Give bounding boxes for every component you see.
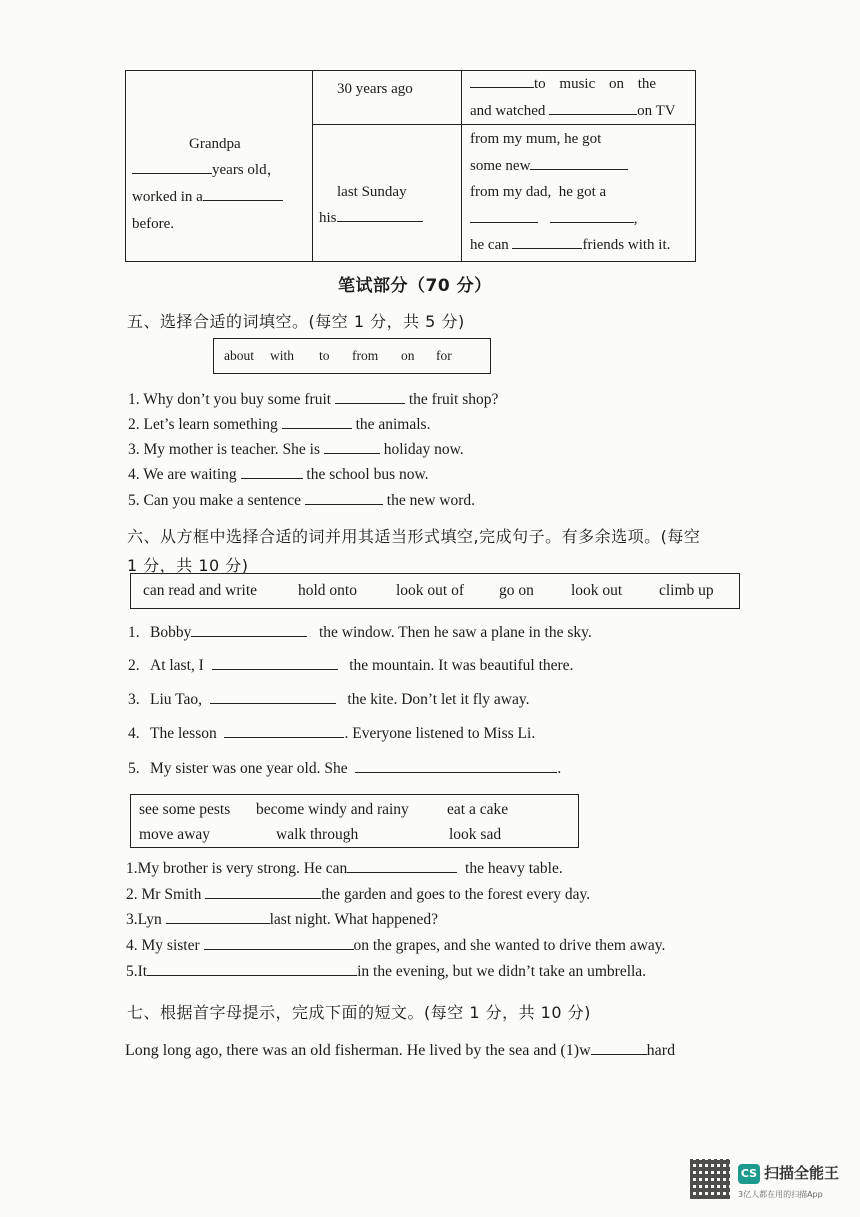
time-cell-1: 30 years ago	[313, 71, 462, 125]
phrase-bank-box-2	[130, 794, 579, 848]
answer-blank[interactable]	[337, 207, 423, 222]
answer-blank[interactable]	[132, 159, 212, 174]
word-option: on	[401, 348, 415, 363]
question: 1.My brother is very strong. He can the heavy table.	[126, 860, 563, 877]
answer-blank[interactable]	[305, 490, 383, 505]
phrase-option: can read and write	[143, 582, 258, 599]
word-option: with	[270, 348, 295, 363]
answer-blank[interactable]	[203, 186, 283, 201]
phrase-option: see some pests	[139, 801, 231, 818]
time-cell-2: last Sunday his	[313, 125, 462, 262]
question: 4. The lesson . Everyone listened to Miss Li.	[128, 725, 536, 742]
answer-blank[interactable]	[212, 655, 338, 670]
section7-title: 七、根据首字母提示，完成下面的短文。(每空 1 分，共 10 分)	[127, 1003, 591, 1022]
answer-blank[interactable]	[591, 1040, 647, 1055]
question: 4. We are waiting the school bus now.	[128, 466, 429, 483]
phrase-bank-box-1	[130, 573, 740, 609]
word-option: from	[352, 348, 379, 363]
word-option: about	[224, 348, 254, 363]
scanner-logo-icon: CS	[738, 1164, 760, 1184]
section6-title-cont: 1 分，共 10 分)	[127, 556, 249, 575]
answer-blank[interactable]	[224, 723, 344, 738]
phrase-option: walk through	[276, 826, 359, 843]
question: 3. Liu Tao, the kite. Don’t let it fly away.	[128, 691, 530, 708]
phrase-option: become windy and rainy	[256, 801, 409, 818]
phrase-option: look out	[571, 582, 623, 599]
phrase-option: climb up	[659, 582, 714, 599]
phrase-option: eat a cake	[447, 801, 509, 818]
answer-blank[interactable]	[324, 439, 380, 454]
question: 3.Lyn last night. What happened?	[126, 911, 439, 928]
activity-cell-2: from my mum, he got some new from my dad, he got a , he can friends with it.	[462, 125, 696, 262]
word-option: for	[436, 348, 452, 363]
question: 2. Let’s learn something the animals.	[128, 416, 431, 433]
answer-blank[interactable]	[191, 622, 307, 637]
answer-blank[interactable]	[355, 758, 557, 773]
answer-blank[interactable]	[210, 689, 336, 704]
question: 5. My sister was one year old. She .	[128, 760, 562, 777]
question: 4. My sister on the grapes, and she wanted to drive them away.	[126, 937, 666, 954]
answer-blank[interactable]	[470, 73, 534, 88]
info-table	[125, 70, 696, 262]
phrase-option: move away	[139, 826, 211, 843]
question: 2. Mr Smith the garden and goes to the forest every day.	[126, 886, 591, 903]
answer-blank[interactable]	[147, 961, 357, 976]
question: 1. Bobby the window. Then he saw a plane in the sky.	[128, 624, 592, 641]
section6-title: 六、从方框中选择合适的词并用其适当形式填空,完成句子。有多余选项。(每空	[127, 527, 701, 546]
question: 5. Can you make a sentence the new word.	[128, 492, 476, 509]
grandpa-label: Grandpa	[189, 136, 241, 152]
question: 5.It in the evening, but we didn’t take an umbrella.	[126, 963, 647, 980]
section5-title: 五、选择合适的词填空。(每空 1 分，共 5 分)	[127, 312, 465, 331]
answer-blank[interactable]	[347, 858, 457, 873]
answer-blank[interactable]	[512, 234, 582, 249]
answer-blank[interactable]	[335, 389, 405, 404]
answer-blank[interactable]	[550, 208, 634, 223]
answer-blank[interactable]	[205, 884, 321, 899]
activity-cell-1: to music on the and watched on TV	[462, 71, 696, 125]
phrase-option: go on	[499, 582, 534, 599]
grandpa-cell: Grandpa years old， worked in a before.	[126, 71, 313, 262]
phrase-option: look out of	[396, 582, 465, 599]
answer-blank[interactable]	[549, 100, 637, 115]
word-option: to	[319, 348, 330, 363]
question: 1. Why don’t you buy some fruit the fruit shop?	[128, 391, 499, 408]
answer-blank[interactable]	[282, 414, 352, 429]
question: 2. At last, I the mountain. It was beautiful there.	[128, 657, 574, 674]
scanner-tagline: 3亿人都在用的扫描App	[738, 1190, 823, 1199]
phrase-option: look sad	[449, 826, 502, 843]
answer-blank[interactable]	[241, 464, 303, 479]
answer-blank[interactable]	[204, 935, 354, 950]
word-bank-box	[213, 338, 491, 374]
question: 3. My mother is teacher. She is holiday now.	[128, 441, 464, 458]
qr-code	[690, 1159, 730, 1199]
answer-blank[interactable]	[530, 155, 628, 170]
phrase-option: hold onto	[298, 582, 357, 599]
written-part-title: 笔试部分（70 分）	[338, 276, 492, 296]
scanner-brand: 扫描全能王	[764, 1164, 840, 1182]
passage: Long long ago, there was an old fisherman. He lived by the sea and (1)w hard	[125, 1042, 676, 1059]
answer-blank[interactable]	[470, 208, 538, 223]
answer-blank[interactable]	[166, 909, 270, 924]
